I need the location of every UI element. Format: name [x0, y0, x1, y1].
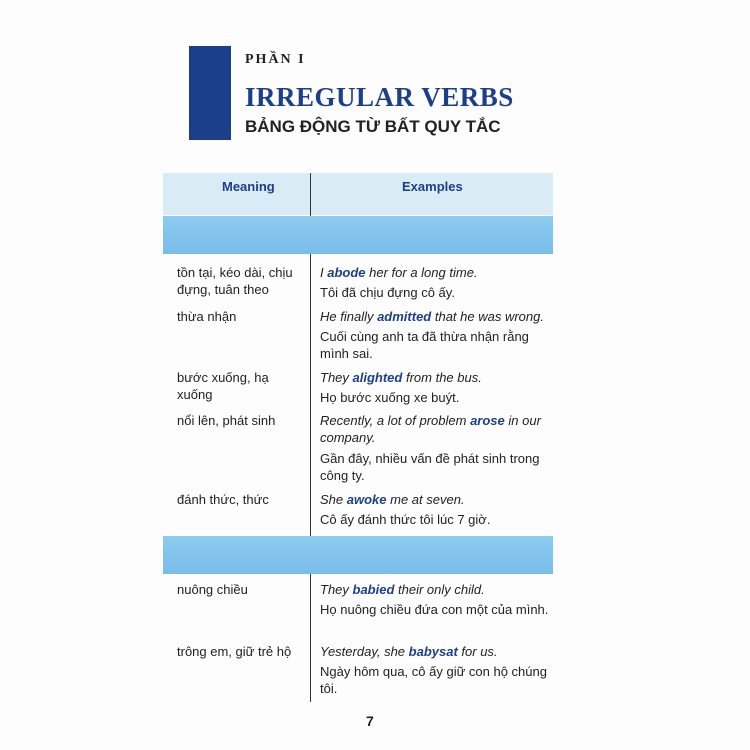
meaning-cell: trông em, giữ trẻ hộ: [177, 644, 292, 659]
title-english: IRREGULAR VERBS: [245, 82, 514, 112]
column-divider: [310, 574, 311, 702]
verb-highlight: arose: [470, 413, 505, 428]
title-vietnamese: BẢNG ĐỘNG TỪ BẤT QUY TẮC: [245, 117, 501, 136]
verb-group-band: [163, 216, 553, 254]
example-english: Yesterday, she babysat for us.: [320, 644, 498, 659]
example-vietnamese: Gần đây, nhiều vấn đề phát sinh trong công ty.: [320, 451, 540, 483]
column-header-examples: Examples: [402, 179, 463, 194]
column-divider: [310, 254, 311, 536]
meaning-cell: thừa nhận: [177, 309, 237, 324]
example-english: I abode her for a long time.: [320, 265, 478, 280]
verb-highlight: babysat: [408, 644, 458, 659]
meaning-cell: đánh thức, thức: [177, 492, 269, 507]
part-label: PHẦN I: [245, 52, 306, 67]
example-vietnamese: Họ bước xuống xe buýt.: [320, 390, 460, 405]
page-number: 7: [366, 713, 374, 729]
column-header-meaning: Meaning: [222, 179, 275, 194]
verb-highlight: alighted: [352, 370, 403, 385]
section-marker-bar: [189, 46, 231, 140]
example-english: They alighted from the bus.: [320, 370, 482, 385]
example-vietnamese: Cuối cùng anh ta đã thừa nhận rằng mình sai.: [320, 329, 529, 361]
verb-group-band: [163, 536, 553, 574]
verb-highlight: awoke: [346, 492, 387, 507]
example-vietnamese: Ngày hôm qua, cô ấy giữ con hộ chúng tôi.: [320, 664, 547, 696]
meaning-cell: nuông chiều: [177, 582, 248, 597]
example-english: He finally admitted that he was wrong.: [320, 309, 544, 324]
example-vietnamese: Tôi đã chịu đựng cô ấy.: [320, 285, 455, 300]
column-divider: [310, 173, 311, 216]
verb-highlight: babied: [352, 582, 395, 597]
example-vietnamese: Họ nuông chiều đứa con một của mình.: [320, 602, 549, 617]
meaning-cell: bước xuống, hạ xuống: [177, 370, 269, 402]
example-english: She awoke me at seven.: [320, 492, 465, 507]
example-english: They babied their only child.: [320, 582, 485, 597]
meaning-cell: nổi lên, phát sinh: [177, 413, 276, 428]
example-english: Recently, a lot of problem arose in our company.: [320, 413, 541, 445]
verb-highlight: admitted: [377, 309, 432, 324]
verb-highlight: abode: [327, 265, 366, 280]
meaning-cell: tồn tại, kéo dài, chịu đựng, tuân theo: [177, 265, 293, 297]
example-vietnamese: Cô ấy đánh thức tôi lúc 7 giờ.: [320, 512, 491, 527]
